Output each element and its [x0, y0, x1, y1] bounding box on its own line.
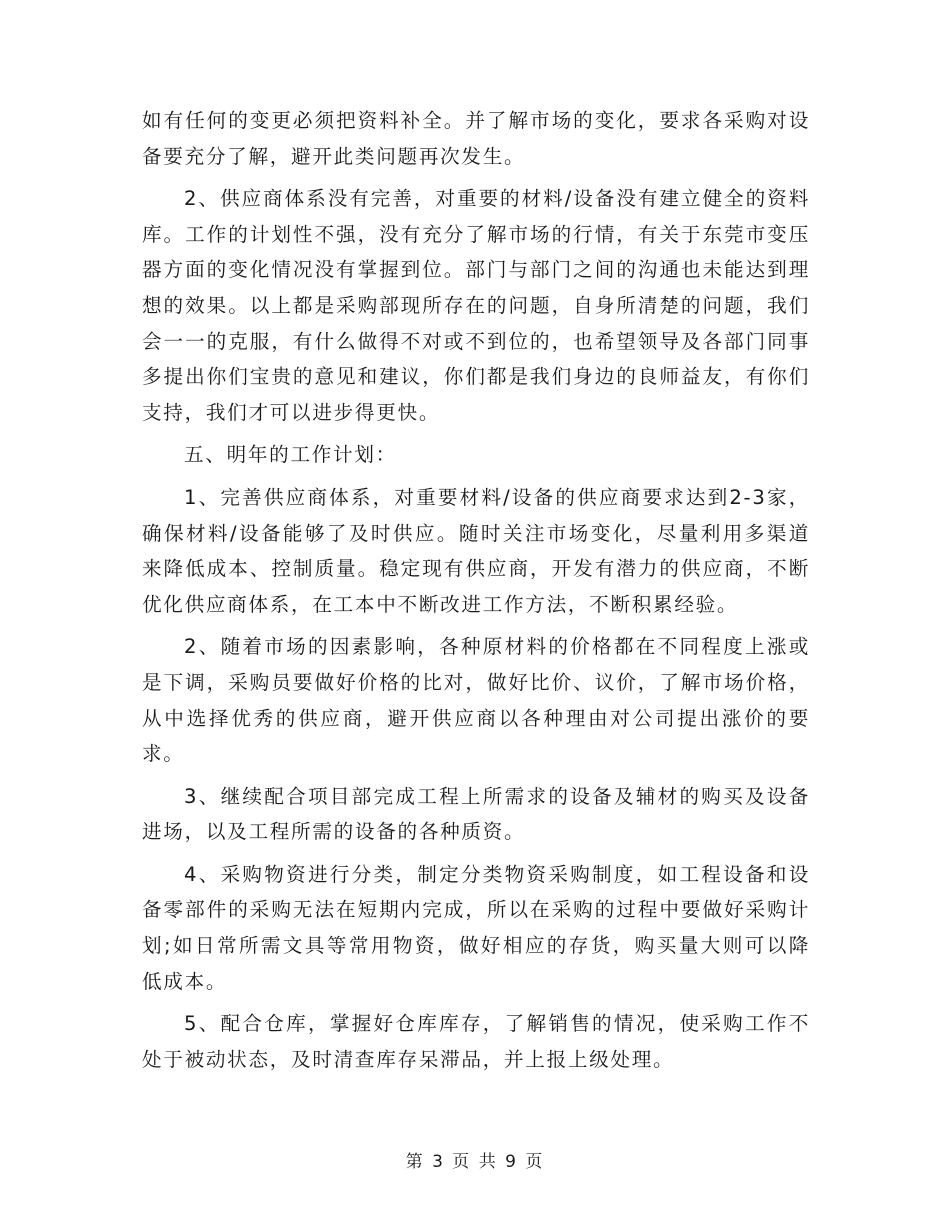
page-label-suffix: 页	[525, 1152, 545, 1172]
page-label-mid: 页 共	[452, 1152, 498, 1172]
page-label-prefix: 第	[405, 1152, 425, 1172]
current-page-number: 3	[432, 1152, 445, 1172]
paragraph-plan-2: 2、随着市场的因素影响，各种原材料的价格都在不同程度上涨或是下调，采购员要做好价格的比对，做好比价、议价，了解市场价格，从中选择优秀的供应商，避开供应商以各种理由对公司提出涨价的要求。	[142, 635, 810, 766]
paragraph-continuation: 如有任何的变更必须把资料补全。并了解市场的变化，要求各采购对设备要充分了解，避开此类问题再次发生。	[142, 109, 810, 168]
document-body	[142, 103, 810, 1077]
paragraph-plan-3: 3、继续配合项目部完成工程上所需求的设备及辅材的购买及设备进场，以及工程所需的设备的各种质资。	[142, 784, 810, 844]
section-heading-next-year-plan: 五、明年的工作计划：	[184, 443, 397, 467]
total-page-count: 9	[505, 1152, 518, 1172]
paragraph-plan-1: 1、完善供应商体系，对重要材料/设备的供应商要求达到2-3家，确保材料/设备能够了及时供应。随时关注市场变化，尽量利用多渠道来降低成本、控制质量。稳定现有供应商，开发有潜力的供应商，不断优化供应商体系，在工本中不断改进工作方法，不断积累经验。	[142, 485, 810, 616]
paragraph-item-2: 2、供应商体系没有完善，对重要的材料/设备没有建立健全的资料库。工作的计划性不强，没有充分了解市场的行情，有关于东莞市变压器方面的变化情况没有掌握到位。部门与部门之间的沟通也未能达到理想的效果。以上都是采购部现所存在的问题，自身所清楚的问题，我们会一一的克服，有什么做得不对或不到位的，也希望领导及各部门同事多提出你们宝贵的意见和建议，你们都是我们身边的良师益友，有你们支持，我们才可以进步得更快。	[142, 187, 810, 424]
paragraph-plan-4: 4、采购物资进行分类，制定分类物资采购制度，如工程设备和设备零部件的采购无法在短期内完成，所以在采购的过程中要做好采购计划;如日常所需文具等常用物资，做好相应的存货，购买量大则可以降低成本。	[142, 862, 810, 993]
page-footer	[0, 1150, 950, 1174]
paragraph-plan-5: 5、配合仓库，掌握好仓库库存，了解销售的情况，使采购工作不处于被动状态，及时清查库存呆滞品，并上报上级处理。	[142, 1012, 810, 1071]
